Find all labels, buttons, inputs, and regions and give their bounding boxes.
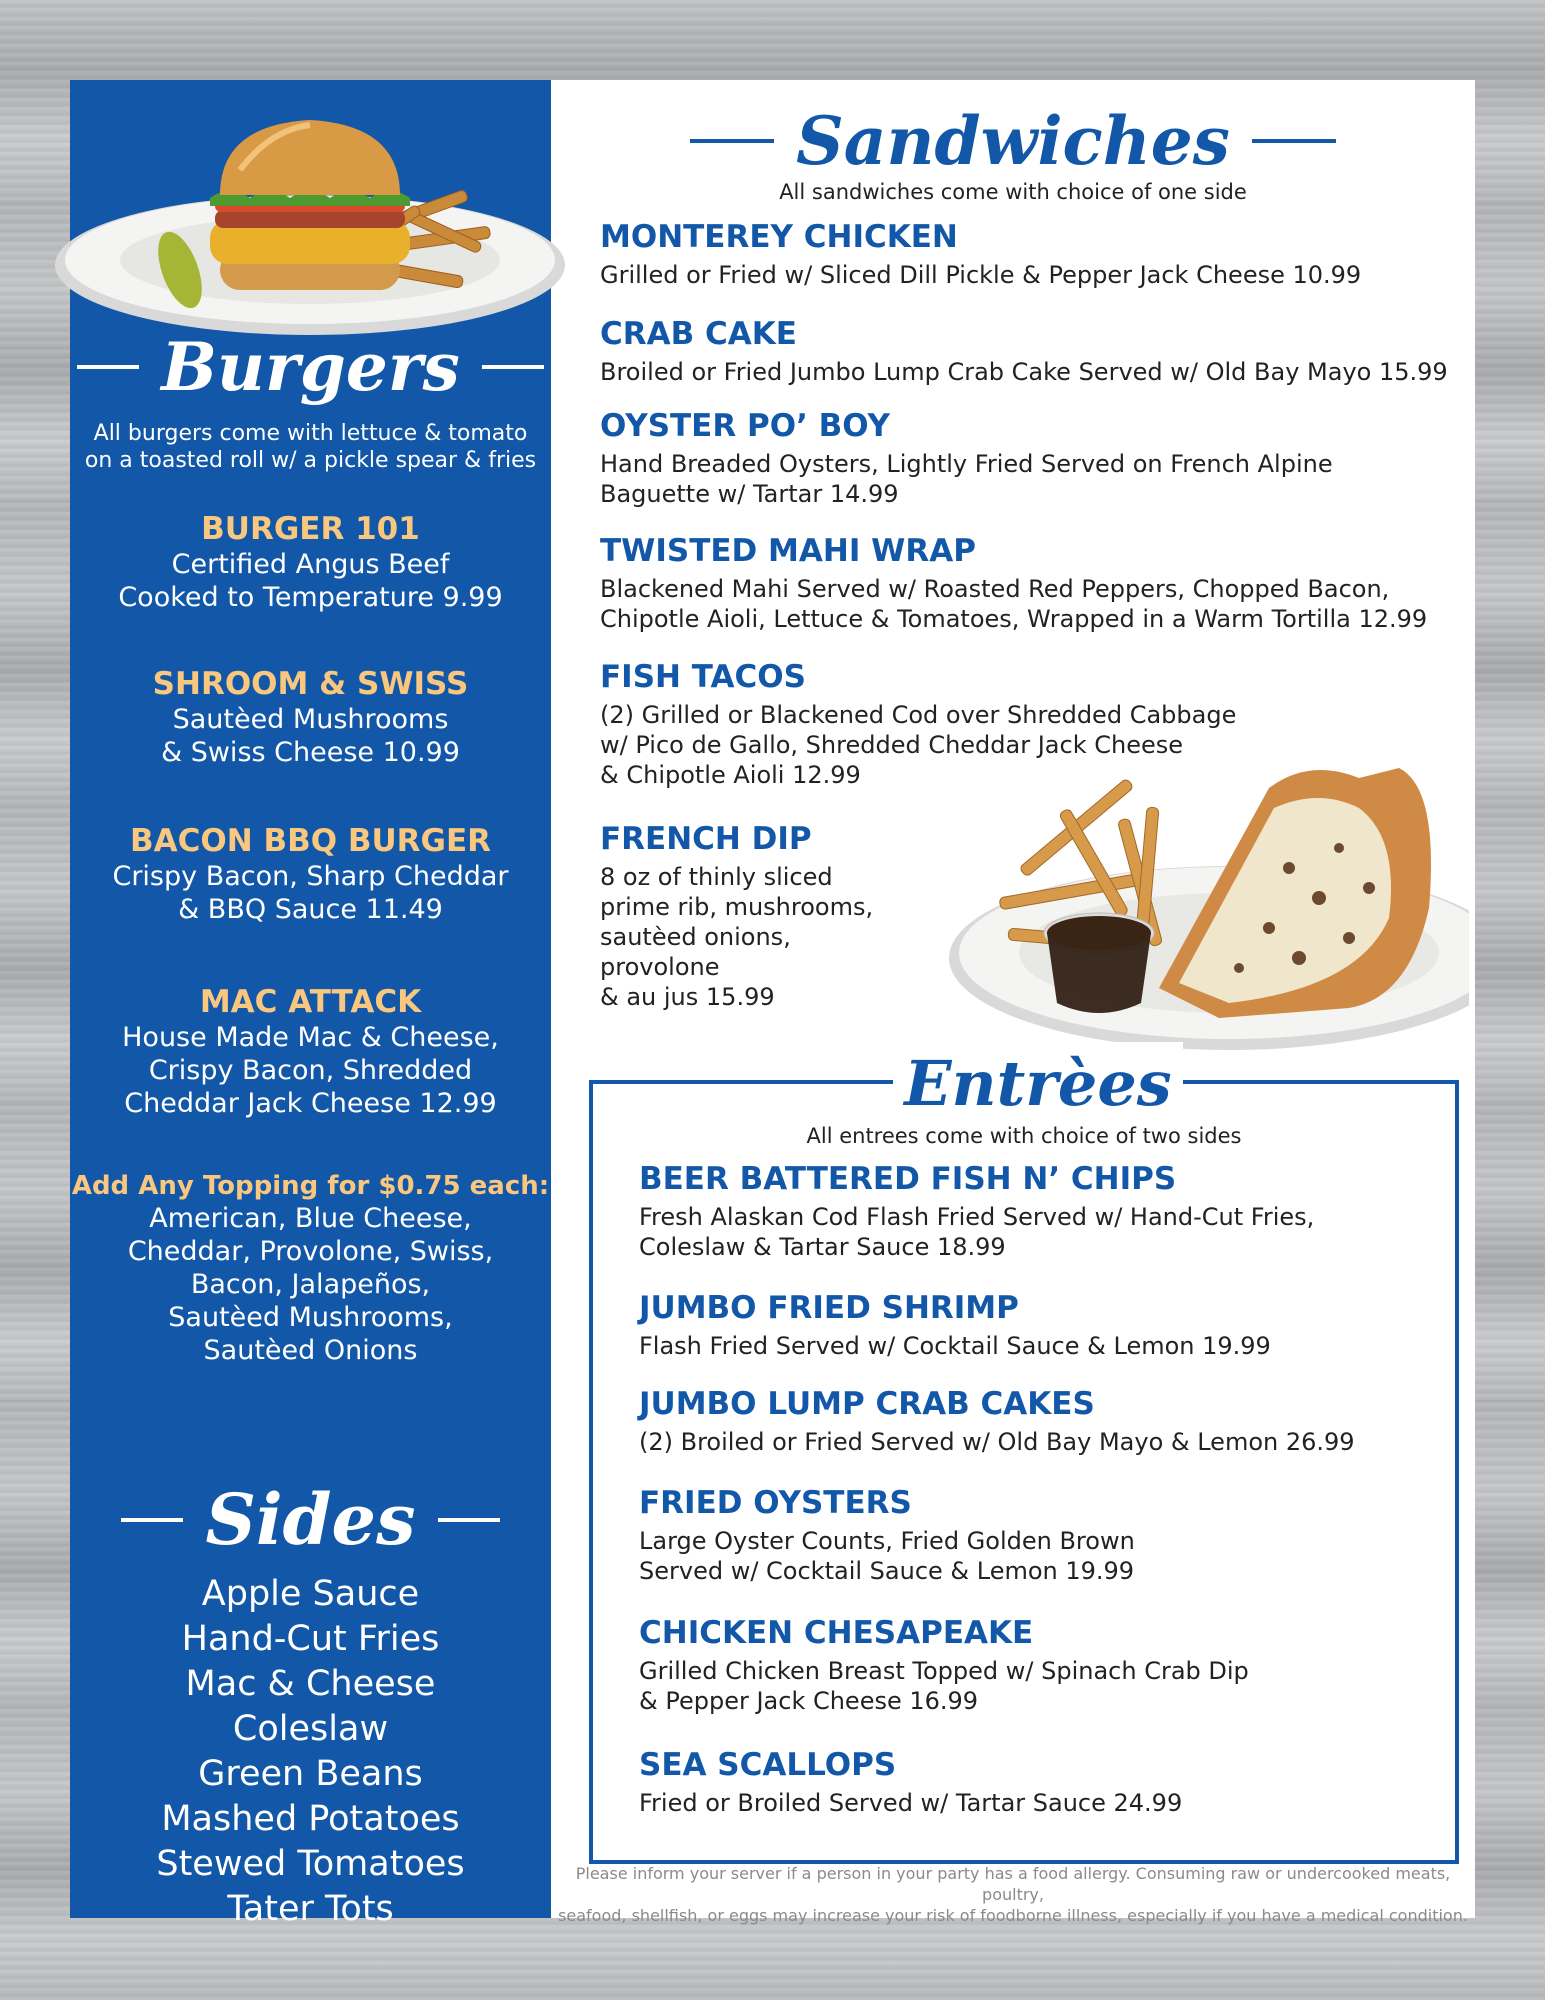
entrees-title: Entrèes (904, 1047, 1172, 1120)
item-description: Broiled or Fried Jumbo Lump Crab Cake Served w/ Old Bay Mayo 15.99 (600, 358, 1448, 386)
side-item: Green Beans (198, 1754, 423, 1794)
item-description: (2) Grilled or Blackened Cod over Shredded Cabbage (600, 701, 1237, 729)
entrees-subtitle: All entrees come with choice of two sides (806, 1124, 1242, 1148)
item-name: SHROOM & SWISS (152, 666, 469, 702)
item-description: Crispy Bacon, Sharp Cheddar (112, 861, 509, 892)
item-description: Flash Fried Served w/ Cocktail Sauce & Lemon 19.99 (639, 1332, 1271, 1360)
item-name: JUMBO FRIED SHRIMP (639, 1290, 1019, 1326)
side-item: Mashed Potatoes (161, 1799, 460, 1839)
item-description: Fried or Broiled Served w/ Tartar Sauce 24.99 (639, 1789, 1183, 1817)
item-description: Fresh Alaskan Cod Flash Fried Served w/ Hand-Cut Fries, (639, 1203, 1315, 1231)
item-name: CHICKEN CHESAPEAKE (639, 1615, 1034, 1651)
item-description: 8 oz of thinly sliced (600, 863, 833, 891)
item-name: MAC ATTACK (199, 984, 422, 1020)
side-item: Tater Tots (227, 1889, 394, 1929)
entree-item-chicken-chesapeake (639, 1614, 1249, 1716)
item-name: OYSTER PO’ BOY (600, 408, 890, 444)
entree-item-jumbo-fried-shrimp (639, 1289, 1271, 1361)
item-description: & BBQ Sauce 11.49 (178, 894, 443, 925)
item-description: & Swiss Cheese 10.99 (161, 737, 460, 768)
item-description: Cheddar Jack Cheese 12.99 (124, 1088, 497, 1119)
item-name: FRENCH DIP (600, 821, 812, 857)
allergy-disclaimer (551, 1863, 1475, 1926)
item-name: JUMBO LUMP CRAB CAKES (639, 1386, 1095, 1422)
item-description: Coleslaw & Tartar Sauce 18.99 (639, 1233, 1006, 1261)
topping-line: Bacon, Jalapeños, (190, 1269, 431, 1300)
heading-rule-right (438, 1518, 500, 1522)
topping-heading: Add Any Topping for $0.75 each: (71, 1171, 550, 1201)
heading-rule-left (121, 1518, 183, 1522)
sandwiches-entrees-column (551, 80, 1475, 1925)
burger-item-burger-101 (70, 510, 551, 614)
sandwich-item-crab-cake (600, 315, 1448, 387)
item-description: prime rib, mushrooms, (600, 893, 874, 921)
sandwiches-subtitle: All sandwiches come with choice of one side (779, 180, 1247, 204)
item-name: CRAB CAKE (600, 316, 797, 352)
heading-rule-right (1252, 139, 1336, 143)
item-description: Sautèed Mushrooms (172, 704, 449, 735)
heading-rule-left (690, 139, 774, 143)
item-description: Crispy Bacon, Shredded (148, 1055, 473, 1086)
topping-line: Cheddar, Provolone, Swiss, (127, 1236, 494, 1267)
item-name: MONTEREY CHICKEN (600, 219, 958, 255)
sandwich-item-monterey-chicken (600, 218, 1361, 290)
topping-line: Sautèed Mushrooms, (168, 1302, 453, 1333)
burgers-intro-line: All burgers come with lettuce & tomato (93, 421, 528, 446)
burgers-sides-column (70, 80, 551, 1929)
item-name: BACON BBQ BURGER (129, 823, 492, 859)
item-description: Grilled Chicken Breast Topped w/ Spinach Crab Dip (639, 1657, 1249, 1685)
item-name: BEER BATTERED FISH N’ CHIPS (639, 1161, 1177, 1197)
item-name: BURGER 101 (201, 511, 420, 547)
burgers-intro (70, 420, 551, 474)
burger-item-bacon-bbq (70, 822, 551, 926)
side-item: Stewed Tomatoes (156, 1844, 465, 1884)
entree-item-jumbo-lump-crab-cakes (639, 1385, 1355, 1457)
item-description: sautèed onions, (600, 923, 791, 951)
item-name: TWISTED MAHI WRAP (600, 533, 976, 569)
entree-item-sea-scallops (639, 1746, 1182, 1818)
disclaimer-line: seafood, shellfish, or eggs may increase your risk of foodborne illness, especially if you have a medical condition. (558, 1906, 1468, 1925)
item-description: Blackened Mahi Served w/ Roasted Red Peppers, Chopped Bacon, (600, 575, 1390, 603)
entrees-box (589, 1047, 1459, 1864)
item-description: House Made Mac & Cheese, (122, 1022, 499, 1053)
entrees-heading (893, 1042, 1183, 1126)
burgers-heading (70, 328, 551, 406)
item-name: SEA SCALLOPS (639, 1747, 897, 1783)
item-name: FISH TACOS (600, 659, 806, 695)
sandwich-item-twisted-mahi-wrap (600, 532, 1427, 634)
sandwiches-title: Sandwiches (796, 102, 1230, 180)
sandwiches-heading (551, 102, 1475, 180)
burger-item-shroom-swiss (70, 665, 551, 769)
topping-addon (70, 1170, 551, 1367)
sandwich-item-french-dip (600, 820, 873, 1012)
sides-list (70, 1572, 551, 1932)
heading-rule-left (77, 365, 139, 369)
sandwich-item-oyster-po-boy (600, 407, 1333, 509)
side-item: Apple Sauce (201, 1574, 420, 1614)
disclaimer-line: Please inform your server if a person in your party has a food allergy. Consuming raw or undercooked meats, poultry, (575, 1864, 1451, 1904)
item-description: Served w/ Cocktail Sauce & Lemon 19.99 (639, 1557, 1135, 1585)
item-description: Hand Breaded Oysters, Lightly Fried Served on French Alpine (600, 450, 1333, 478)
item-description: (2) Broiled or Fried Served w/ Old Bay Mayo & Lemon 26.99 (639, 1428, 1355, 1456)
item-description: Certified Angus Beef (171, 549, 450, 580)
burger-item-mac-attack (70, 983, 551, 1120)
burger-plate-image (50, 100, 570, 340)
topping-line: American, Blue Cheese, (149, 1203, 472, 1234)
item-description: provolone (600, 953, 720, 981)
item-description: & Chipotle Aioli 12.99 (600, 761, 861, 789)
item-description: Grilled or Fried w/ Sliced Dill Pickle & Pepper Jack Cheese 10.99 (600, 261, 1362, 289)
burgers-title: Burgers (161, 328, 460, 406)
french-dip-plate-image (929, 748, 1469, 1068)
topping-line: Sautèed Onions (203, 1335, 418, 1366)
item-description: Chipotle Aioli, Lettuce & Tomatoes, Wrapped in a Warm Tortilla 12.99 (600, 605, 1428, 633)
side-item: Hand-Cut Fries (181, 1619, 440, 1659)
item-name: FRIED OYSTERS (639, 1485, 912, 1521)
item-description: Large Oyster Counts, Fried Golden Brown (639, 1527, 1135, 1555)
burgers-intro-line: on a toasted roll w/ a pickle spear & fries (84, 448, 537, 473)
item-description: & au jus 15.99 (600, 983, 775, 1011)
sides-title: Sides (205, 1478, 416, 1561)
item-description: w/ Pico de Gallo, Shredded Cheddar Jack Cheese (600, 731, 1184, 759)
sides-heading (70, 1478, 551, 1561)
entree-item-fried-oysters (639, 1484, 1135, 1586)
heading-rule-right (482, 365, 544, 369)
side-item: Mac & Cheese (185, 1664, 436, 1704)
item-description: Baguette w/ Tartar 14.99 (600, 480, 899, 508)
item-description: & Pepper Jack Cheese 16.99 (639, 1687, 979, 1715)
side-item: Coleslaw (232, 1709, 389, 1749)
item-description: Cooked to Temperature 9.99 (118, 582, 503, 613)
entree-item-fish-n-chips (639, 1160, 1314, 1262)
